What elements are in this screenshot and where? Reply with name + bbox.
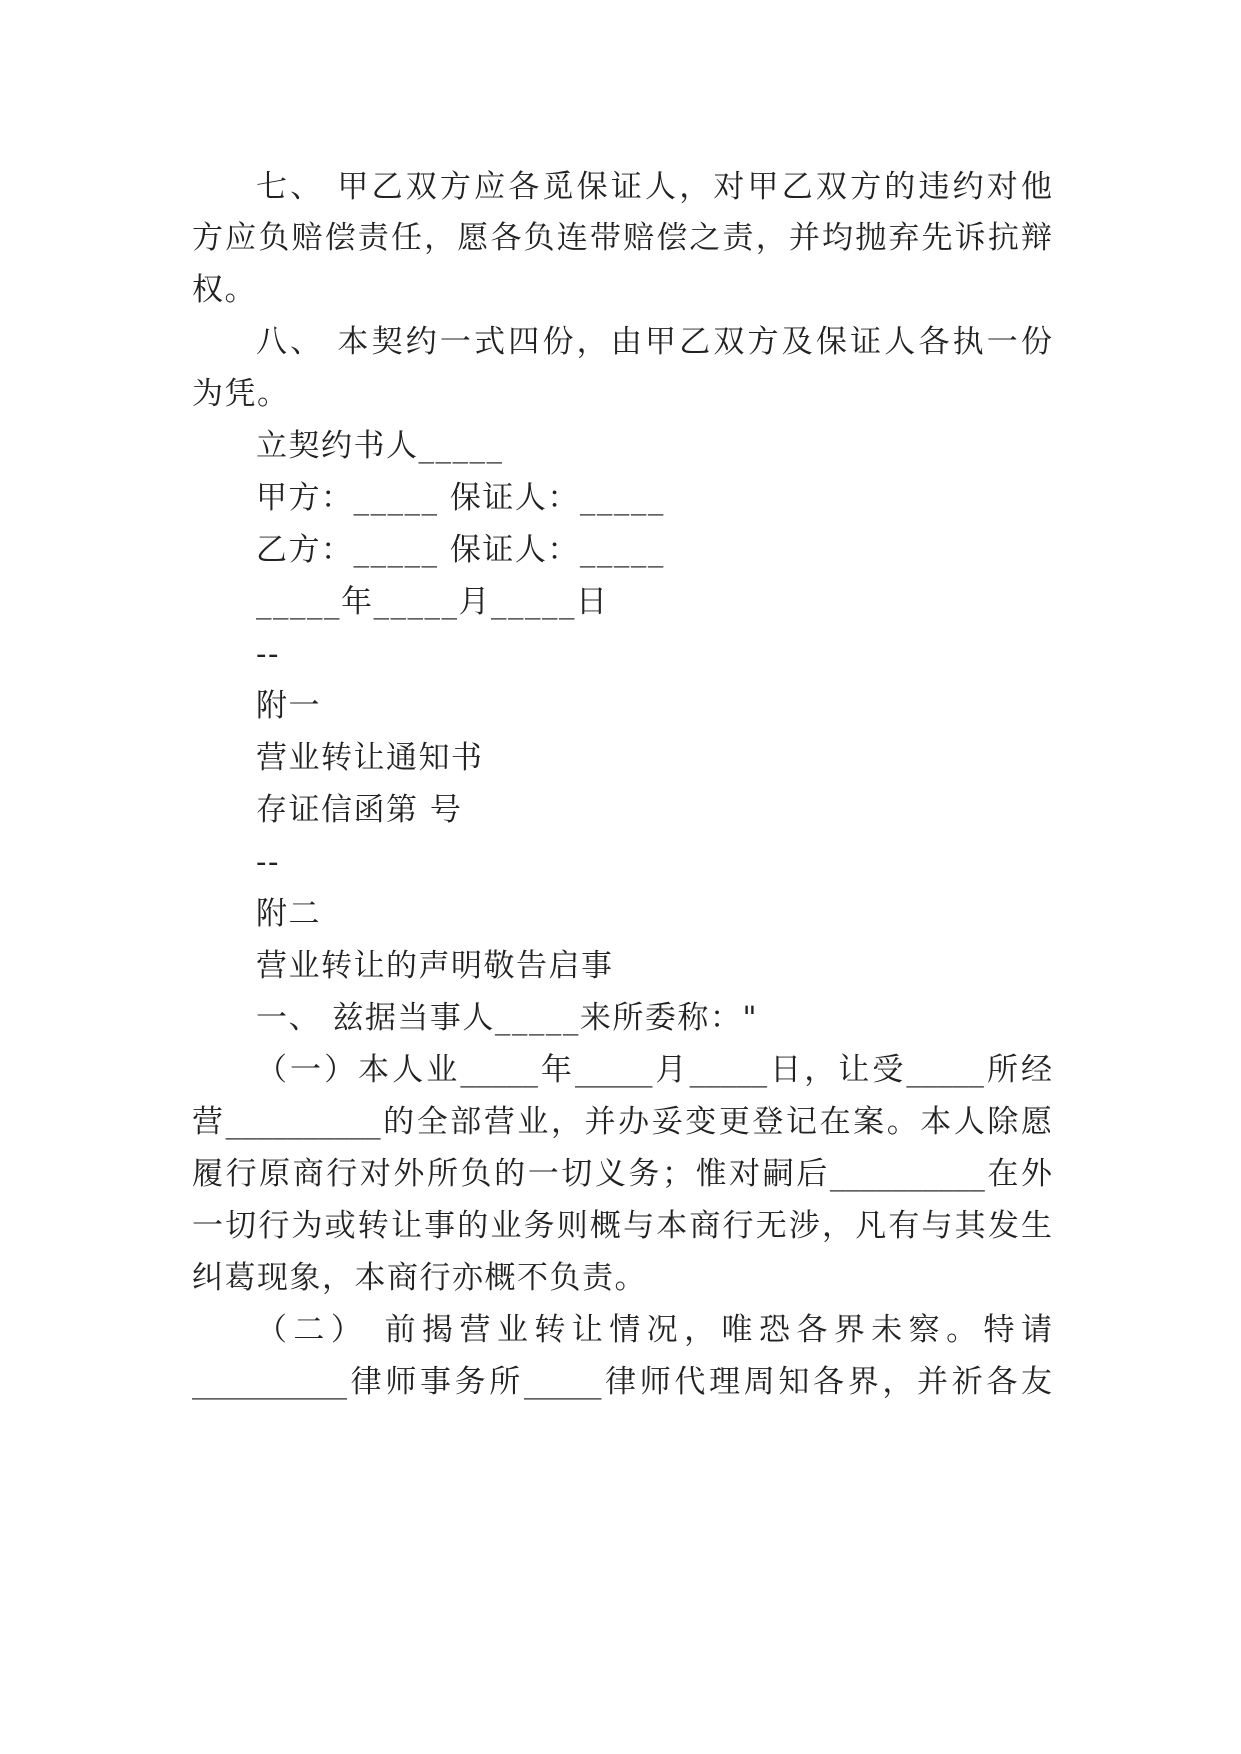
- item-1-line-3: 履行原商行对外所负的一切义务；惟对嗣后__________在外: [192, 1156, 1052, 1192]
- clause-7-line-2: 方应负赔偿责任，愿各负连带赔偿之责，并均抛弃先诉抗辩: [192, 220, 1052, 256]
- clause-8-line-1: 八、 本契约一式四份，由甲乙双方及保证人各执一份: [256, 324, 1052, 360]
- item-2-line-1: （二） 前揭营业转让情况，唯恐各界未察。特请: [256, 1312, 1052, 1348]
- section-1-heading: 一、 兹据当事人_____来所委称：": [256, 1000, 759, 1036]
- appendix-1-title: 附一: [256, 688, 321, 724]
- notice-title: 营业转让通知书: [256, 740, 484, 776]
- item-2-line-2: __________律师事务所_____律师代理周知各界，并祈各友: [192, 1364, 1052, 1400]
- item-1-line-5: 纠葛现象，本商行亦概不负责。: [192, 1260, 647, 1296]
- party-b-line: 乙方：_____ 保证人：_____: [256, 532, 665, 568]
- item-1-line-1: （一）本人业_____年_____月_____日，让受_____所经: [256, 1052, 1052, 1088]
- appendix-2-title: 附二: [256, 896, 321, 932]
- clause-7-line-1: 七、 甲乙双方应各觅保证人，对甲乙双方的违约对他: [256, 169, 1052, 205]
- separator-1: --: [256, 636, 280, 672]
- announcement-title: 营业转让的声明敬告启事: [256, 948, 614, 984]
- item-1-line-2: 营__________的全部营业，并办妥变更登记在案。本人除愿: [192, 1104, 1052, 1140]
- separator-2: --: [256, 844, 280, 880]
- clause-8-line-2: 为凭。: [192, 376, 290, 412]
- party-a-line: 甲方：_____ 保证人：_____: [256, 480, 665, 516]
- letter-number-line: 存证信函第 号: [256, 792, 463, 828]
- item-1-line-4: 一切行为或转让事的业务则概与本商行无涉，凡有与其发生: [192, 1208, 1052, 1244]
- clause-7-line-3: 权。: [192, 272, 257, 308]
- signatory-line: 立契约书人_____: [256, 428, 504, 464]
- date-line: _____年_____月_____日: [256, 584, 609, 620]
